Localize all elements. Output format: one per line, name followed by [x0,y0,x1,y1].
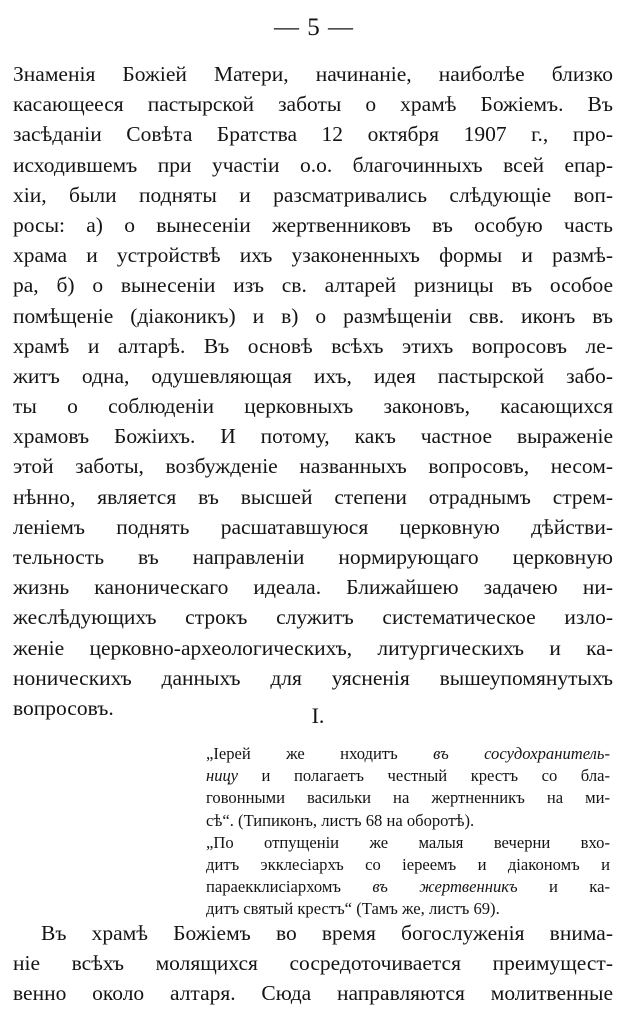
text-line: засѣданіи Совѣта Братства 12 октября 1907 г., про- [13,122,613,147]
text-line: храмѣ и алтарѣ. Въ основѣ всѣхъ этихъ вопросовъ ле- [13,333,613,358]
epigraph-italic: въ сосудохранитель- [433,744,610,763]
epigraph-line: „По отпущеніи же малыя вечерни вхо- [206,832,610,852]
paragraph-1 [13,59,613,723]
section-heading: I. [311,703,325,728]
text-line: ніе всѣхъ молящихся сосредоточивается преимущест- [13,951,613,976]
text-line: Въ храмѣ Божіемъ во время богослуженія внима- [41,921,613,945]
text-line: леніемъ поднять расшатавшуюся церковную дѣйстви- [13,514,613,539]
epigraph-line: говонными васильки на жертненникъ на ми- [206,788,610,808]
text-line: Знаменія Божіей Матери, начинаніе, наиболѣе близко [13,62,613,86]
text-line: нѣнно, является въ высшей степени отраднымъ стрем- [13,484,613,509]
text-line: храма и устройствѣ ихъ узаконенныхъ формы и размѣ- [13,243,613,268]
text-line: исходившемъ при участіи о.о. благочинныхъ всей епар- [13,152,613,177]
text-line: женіе церковно-археологическихъ, литургическихъ и ка- [13,635,613,660]
epigraph-text: „Іерей же нходитъ [206,744,434,763]
epigraph-line: сѣ“. (Типиконъ, листъ 68 на оборотѣ). [206,810,475,830]
epigraph-line [206,765,610,787]
text-line: храмовъ Божіихъ. И потому, какъ частное выраженіе [13,424,613,449]
text-line: житъ одна, одушевляющая ихъ, идея пастырской забо- [13,363,613,388]
epigraph-text: и ка- [517,877,610,897]
epigraph-italic: ницу [206,766,238,786]
epigraph-text: и полагаетъ честный крестъ со бла- [237,766,610,786]
text-line: вопросовъ. [13,695,114,720]
epigraph-line: дитъ экклесіархъ со іереемъ и діакономъ и [206,854,610,874]
epigraph-line [206,876,610,898]
epigraph-italic: въ жертвенникъ [372,877,518,897]
epigraph-line: дитъ святый крестъ“ (Тамъ же, листъ 69). [206,899,500,919]
text-line: росы: а) о вынесеніи жертвенниковъ въ особую часть [13,212,613,237]
epigraph [206,743,610,921]
epigraph-text: параекклисіархомъ [206,877,373,897]
text-line: касающееся пастырской заботы о храмѣ Божіемъ. Въ [13,92,613,117]
text-line: ноническихъ данныхъ для уясненія вышеупомянутыхъ [13,665,613,690]
text-line: хіи, были подняты и разсматривались слѣдующіе воп- [13,182,613,207]
text-line: ра, б) о вынесеніи изъ св. алтарей ризницы въ особое [13,273,613,298]
text-line: этой заботы, возбужденіе названныхъ вопросовъ, несом- [13,454,613,479]
text-line: жизнь каноническаго идеала. Ближайшею задачею ни- [13,575,613,600]
text-line: жеслѣдующихъ строкъ служитъ систематическое изло- [13,605,613,630]
text-line: ты о соблюденіи церковныхъ законовъ, касающихся [13,394,613,419]
text-line: помѣщеніе (діаконикъ) и в) о размѣщеніи свв. иконъ въ [13,303,613,328]
text-line: тельность въ направленіи нормирующаго церковную [13,545,613,569]
page-number: — 5 — [274,14,354,41]
text-line: венно около алтаря. Сюда направляются молитвенные [13,981,613,1006]
epigraph-line [206,743,610,765]
paragraph-2 [13,918,613,1009]
